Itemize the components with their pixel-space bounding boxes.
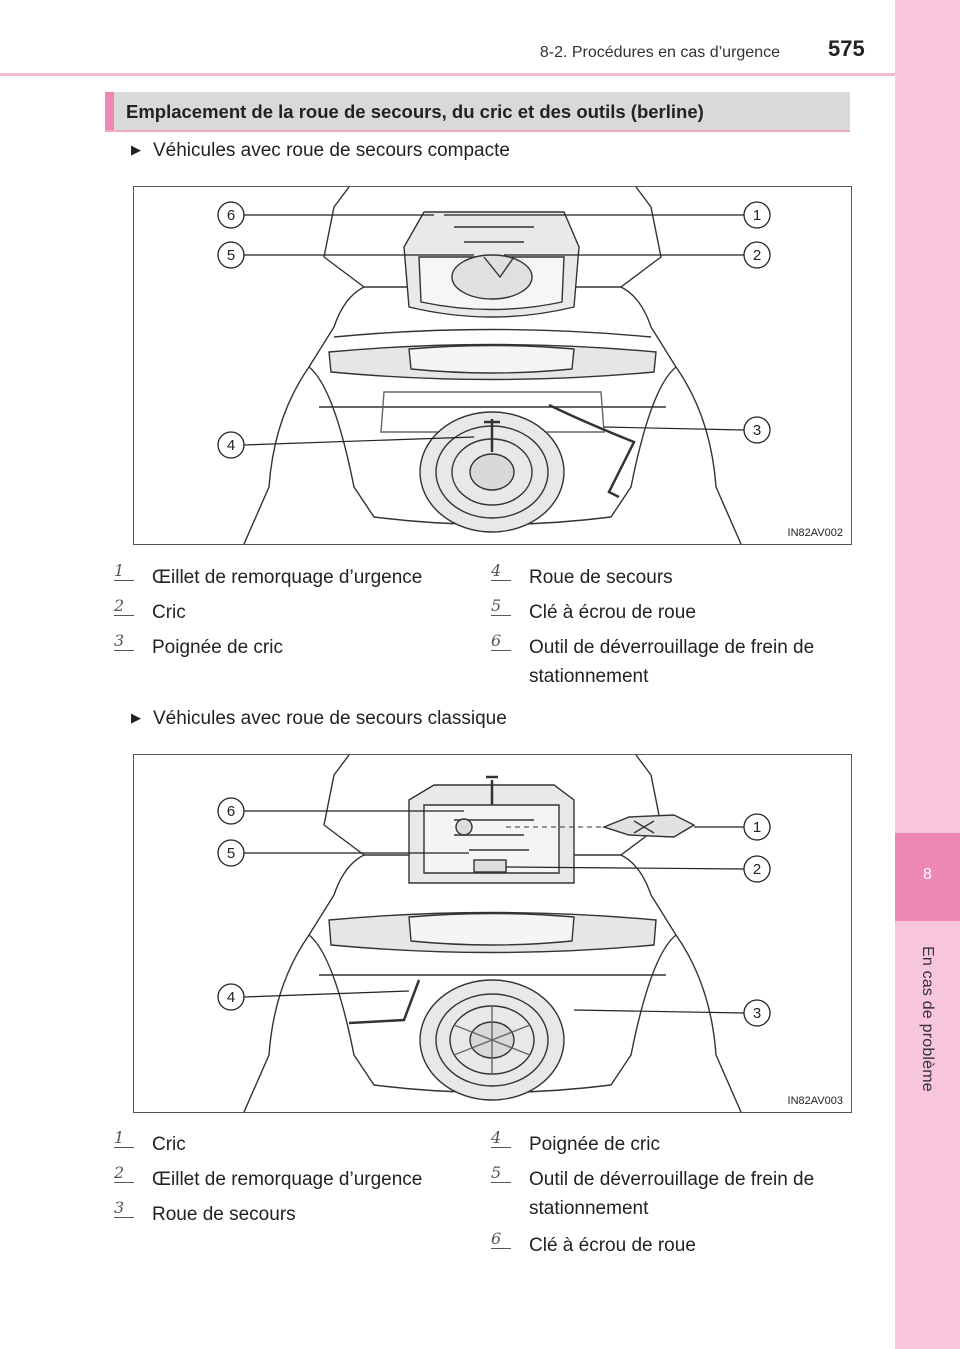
running-header-section: 8-2. Procédures en cas d’urgence (539, 44, 780, 61)
chapter-title: En cas de problème (919, 946, 936, 1092)
figure-code: IN82AV002 (787, 527, 843, 539)
callout-label: 1 (752, 819, 762, 836)
section-title-accent (105, 92, 114, 130)
figure-1-illustration (133, 186, 852, 545)
chapter-number: 8 (923, 866, 932, 883)
section-title: Emplacement de la roue de secours, du cric et des outils (berline) (126, 101, 704, 122)
trunk-illustration-classic (134, 755, 851, 1112)
legend-text: Roue de secours (529, 567, 673, 588)
legend-number: 3 (114, 631, 134, 651)
legend-number: 4 (491, 561, 511, 581)
legend-text: Poignée de cric (529, 1134, 660, 1155)
legend-text: Clé à écrou de roue (529, 1235, 696, 1256)
header-divider (0, 73, 895, 76)
legend-number: 5 (491, 596, 511, 616)
arrow-bullet-icon: ▶ (131, 142, 141, 157)
figure-1-heading (131, 140, 510, 162)
legend-number: 6 (491, 1229, 511, 1249)
page-number: 575 (828, 36, 865, 61)
legend-text: Poignée de cric (152, 637, 283, 658)
callout-label: 2 (752, 247, 762, 264)
legend-number: 6 (491, 631, 511, 651)
legend-text: Outil de déverrouillage de frein de stationnement (529, 637, 815, 687)
legend-text: Œillet de remorquage d’urgence (152, 1169, 423, 1190)
figure-2-heading (131, 708, 507, 730)
callout-label: 5 (226, 247, 236, 264)
figure-code: IN82AV003 (787, 1095, 843, 1107)
callout-label: 4 (226, 437, 236, 454)
legend-text: Roue de secours (152, 1204, 296, 1225)
legend-text: Clé à écrou de roue (529, 602, 696, 623)
callout-label: 2 (752, 861, 762, 878)
legend-text: Cric (152, 602, 186, 623)
trunk-illustration-compact (134, 187, 851, 544)
callout-label: 6 (226, 803, 236, 820)
callout-label: 6 (226, 207, 236, 224)
legend-number: 2 (114, 596, 134, 616)
callout-label: 1 (752, 207, 762, 224)
callout-label: 3 (752, 422, 762, 439)
callout-label: 4 (226, 989, 236, 1006)
legend-number: 1 (114, 1128, 134, 1148)
chapter-side-tab (895, 0, 960, 1349)
figure-2-illustration (133, 754, 852, 1113)
legend-number: 5 (491, 1163, 511, 1183)
legend-text: Cric (152, 1134, 186, 1155)
legend-number: 1 (114, 561, 134, 581)
arrow-bullet-icon: ▶ (131, 710, 141, 725)
figure-2-heading-text: Véhicules avec roue de secours classique (153, 708, 507, 729)
legend-text: Œillet de remorquage d’urgence (152, 567, 423, 588)
figure-1-heading-text: Véhicules avec roue de secours compacte (153, 140, 510, 161)
callout-label: 5 (226, 845, 236, 862)
legend-number: 3 (114, 1198, 134, 1218)
legend-number: 4 (491, 1128, 511, 1148)
legend-text: Outil de déverrouillage de frein de stationnement (529, 1169, 815, 1219)
legend-number: 2 (114, 1163, 134, 1183)
callout-label: 3 (752, 1005, 762, 1022)
